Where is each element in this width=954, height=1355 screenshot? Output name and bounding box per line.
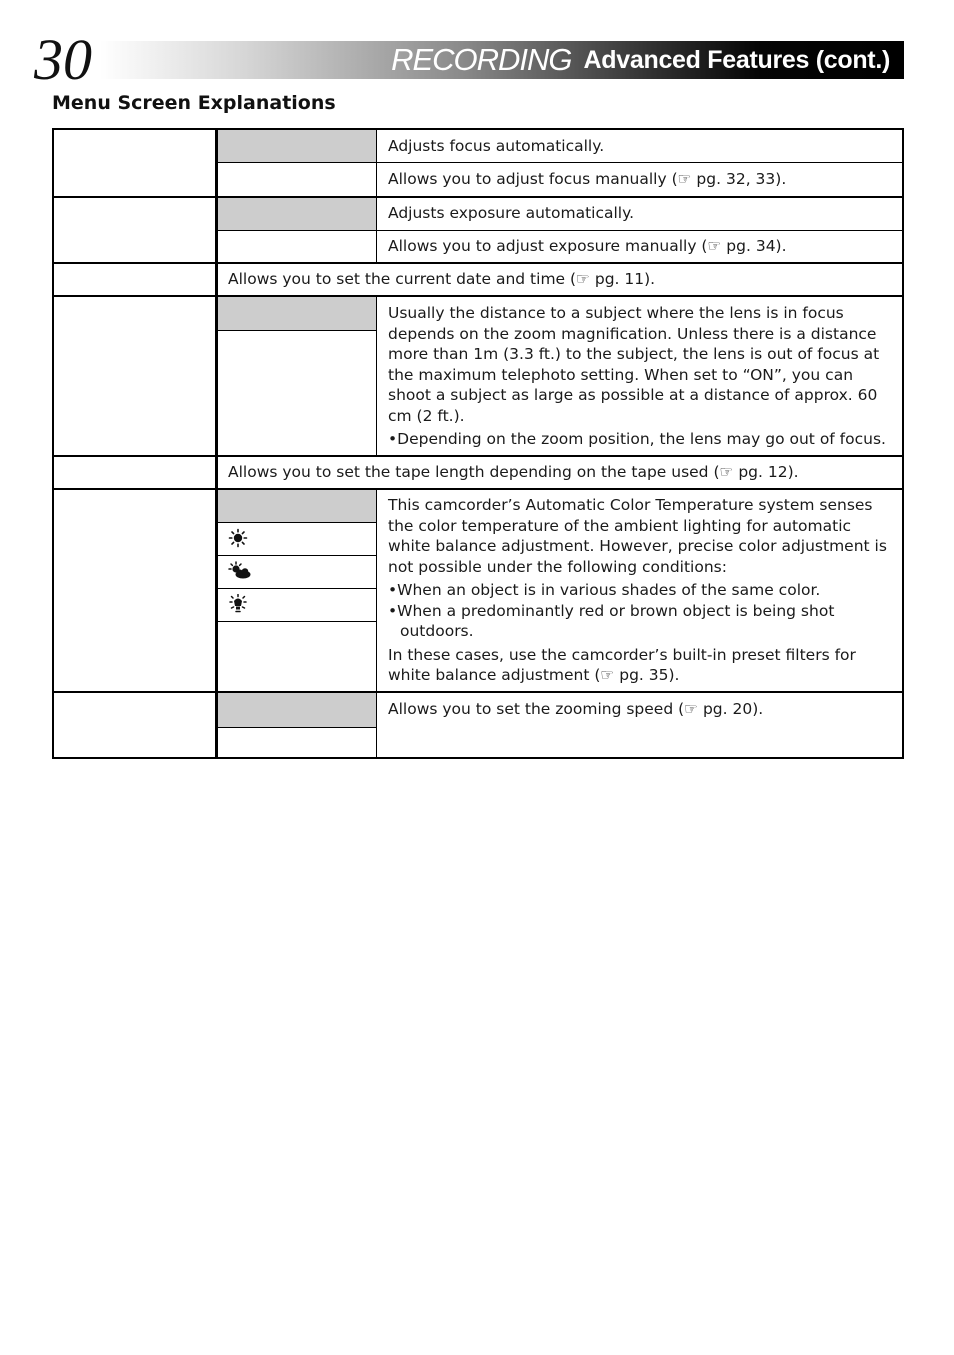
description-divider — [377, 162, 902, 163]
description-divider — [377, 230, 902, 231]
tele-macro-paragraph: Usually the distance to a subject where the lens is in focus depends on the zoom magnification. Unless there is a distance more than 1m (3.3 ft.) to the subject, the lens is out of focus at the maximum telephoto setting. When set to “ON”, you can shoot a subject as large as possible at a distance of approx. 60 cm (2 ft.). — [388, 304, 880, 425]
option-divider — [218, 727, 376, 728]
table-row-date-time — [54, 262, 902, 297]
option-divider — [218, 588, 376, 589]
header-subtitle: Advanced Features (cont.) — [583, 45, 890, 74]
row-label-cell — [54, 490, 218, 693]
table-row-zoom — [54, 691, 902, 759]
row-label-cell — [54, 198, 218, 264]
row-label-cell — [54, 297, 218, 457]
table-row-tape-length — [54, 455, 902, 490]
focus-auto-description: Adjusts focus automatically. — [388, 137, 605, 155]
option-default-highlight — [218, 490, 376, 522]
option-divider — [218, 230, 376, 231]
section-title: Menu Screen Explanations — [52, 92, 336, 114]
option-divider — [218, 162, 376, 163]
row-label-cell — [54, 130, 218, 196]
date-time-description: Allows you to set the current date and time (☞ pg. 11). — [228, 270, 656, 288]
table-row-white-balance — [54, 488, 902, 693]
header-bar — [100, 41, 904, 79]
tele-macro-note: •Depending on the zoom position, the lens may go out of focus. — [388, 430, 886, 448]
description-cell — [377, 490, 902, 693]
option-divider — [218, 621, 376, 622]
zoom-description: Allows you to set the zooming speed (☞ pg. 20). — [388, 700, 764, 718]
option-default-highlight — [218, 693, 376, 727]
option-divider — [218, 330, 376, 331]
option-divider — [218, 555, 376, 556]
description-cell — [377, 693, 902, 759]
table-row-tele-macro — [54, 295, 902, 457]
white-balance-bullet: •When a predominantly red or brown object is being shot outdoors. — [388, 601, 835, 640]
description-cell — [377, 130, 902, 196]
option-cell — [218, 198, 377, 264]
description-cell — [377, 198, 902, 264]
sun-icon — [228, 528, 248, 548]
cloudy-icon — [228, 561, 252, 581]
halogen-icon — [228, 594, 248, 614]
option-divider — [218, 522, 376, 523]
white-balance-description — [388, 495, 892, 686]
row-label-cell — [54, 693, 218, 759]
exposure-manual-description: Allows you to adjust exposure manually (☞ pg. 34). — [388, 237, 787, 255]
header-section: RECORDING — [391, 42, 572, 77]
description-cell — [377, 297, 902, 457]
page-number: 30 — [34, 27, 92, 92]
option-default-highlight — [218, 297, 376, 330]
table-row-focus — [54, 130, 902, 196]
option-cell — [218, 297, 377, 457]
white-balance-bullet: •When an object is in various shades of the same color. — [388, 581, 821, 599]
focus-manual-description: Allows you to adjust focus manually (☞ pg. 32, 33). — [388, 170, 787, 188]
table-row-exposure — [54, 196, 902, 264]
option-cell — [218, 130, 377, 196]
white-balance-paragraph: This camcorder’s Automatic Color Temperature system senses the color temperature of the ambient lighting for automatic white balance adjustment. However, precise color adjustment is not possible under the following conditions: — [388, 496, 887, 576]
row-label-cell — [54, 264, 218, 297]
header-title — [391, 41, 890, 79]
option-cell — [218, 693, 377, 759]
option-default-highlight — [218, 130, 376, 162]
tape-length-description: Allows you to set the tape length depending on the tape used (☞ pg. 12). — [228, 463, 799, 481]
tele-macro-description — [388, 303, 892, 450]
menu-table — [52, 128, 904, 759]
exposure-auto-description: Adjusts exposure automatically. — [388, 204, 634, 222]
option-cell — [218, 490, 377, 693]
row-label-cell — [54, 457, 218, 490]
option-default-highlight — [218, 198, 376, 230]
white-balance-footer: In these cases, use the camcorder’s built-in preset filters for white balance adjustment (☞ pg. 35). — [388, 645, 856, 684]
